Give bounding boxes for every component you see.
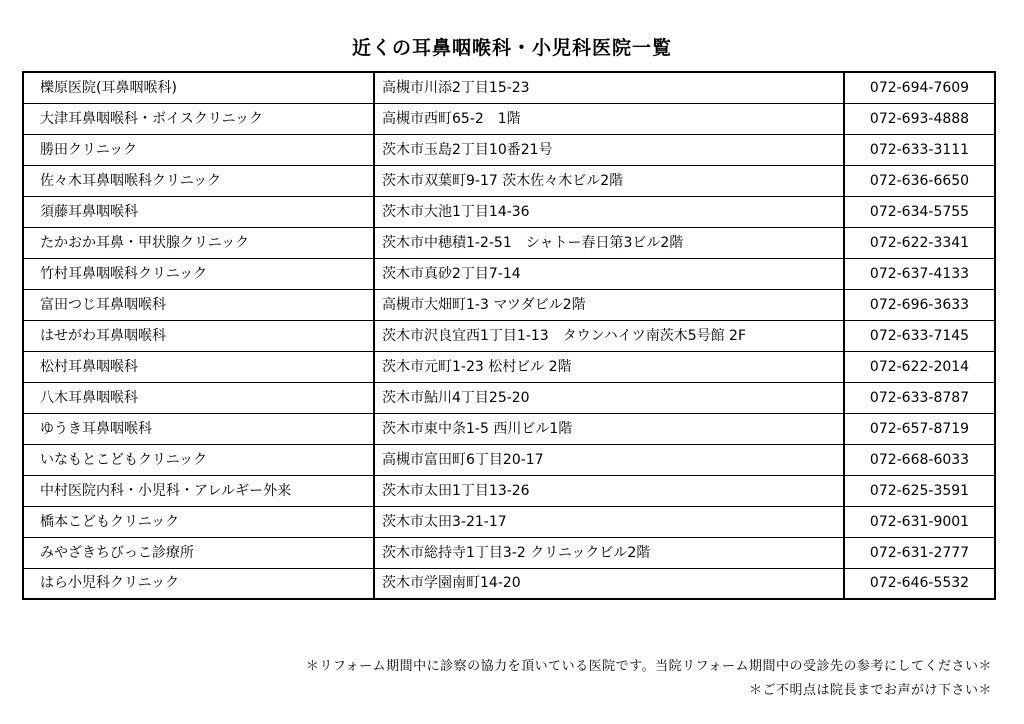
table-row <box>23 103 995 134</box>
clinic-phone-cell: 072-693-4888 <box>844 103 995 134</box>
clinic-address-cell: 茨木市大池1丁目14-36 <box>374 196 844 227</box>
clinic-phone-cell: 072-633-8787 <box>844 382 995 413</box>
clinic-phone-cell: 072-625-3591 <box>844 475 995 506</box>
clinic-phone-cell: 072-631-9001 <box>844 506 995 537</box>
clinic-address-cell: 高槻市川添2丁目15-23 <box>374 72 844 103</box>
note-contact: ＊ご不明点は院長までお声がけ下さい＊ <box>748 683 992 698</box>
table-row <box>23 134 995 165</box>
clinic-phone-cell: 072-657-8719 <box>844 413 995 444</box>
table-row <box>23 320 995 351</box>
clinic-phone-cell: 072-694-7609 <box>844 72 995 103</box>
clinic-name-cell: 勝田クリニック <box>23 134 374 165</box>
clinic-address-cell: 茨木市学園南町14-20 <box>374 568 844 599</box>
clinic-name-cell: 中村医院内科・小児科・アレルギー外来 <box>23 475 374 506</box>
clinic-phone-cell: 072-637-4133 <box>844 258 995 289</box>
clinic-address-cell: 茨木市双葉町9-17 茨木佐々木ビル2階 <box>374 165 844 196</box>
table-row <box>23 506 995 537</box>
table-row <box>23 413 995 444</box>
clinic-name-cell: ゆうき耳鼻咽喉科 <box>23 413 374 444</box>
table-row <box>23 382 995 413</box>
clinic-address-cell: 茨木市東中条1-5 西川ビル1階 <box>374 413 844 444</box>
table-row <box>23 165 995 196</box>
table-row <box>23 289 995 320</box>
table-row <box>23 568 995 599</box>
clinic-name-cell: みやざきちびっこ診療所 <box>23 537 374 568</box>
clinic-name-cell: はせがわ耳鼻咽喉科 <box>23 320 374 351</box>
clinic-name-cell: 大津耳鼻咽喉科・ボイスクリニック <box>23 103 374 134</box>
clinic-address-cell: 茨木市真砂2丁目7-14 <box>374 258 844 289</box>
clinic-phone-cell: 072-622-2014 <box>844 351 995 382</box>
clinic-address-cell: 茨木市太田1丁目13-26 <box>374 475 844 506</box>
clinic-address-cell: 茨木市元町1-23 松村ビル 2階 <box>374 351 844 382</box>
table-row <box>23 537 995 568</box>
clinic-address-cell: 高槻市富田町6丁目20-17 <box>374 444 844 475</box>
clinic-address-cell: 茨木市玉島2丁目10番21号 <box>374 134 844 165</box>
clinic-table <box>22 71 996 600</box>
clinic-phone-cell: 072-633-3111 <box>844 134 995 165</box>
clinic-address-cell: 茨木市中穂積1-2-51 シャトー春日第3ビル2階 <box>374 227 844 258</box>
clinic-name-cell: 櫟原医院(耳鼻咽喉科) <box>23 72 374 103</box>
clinic-name-cell: 富田つじ耳鼻咽喉科 <box>23 289 374 320</box>
clinic-name-cell: 竹村耳鼻咽喉科クリニック <box>23 258 374 289</box>
clinic-phone-cell: 072-636-6650 <box>844 165 995 196</box>
clinic-phone-cell: 072-696-3633 <box>844 289 995 320</box>
clinic-address-cell: 高槻市大畑町1-3 マツダビル2階 <box>374 289 844 320</box>
clinic-address-cell: 茨木市太田3-21-17 <box>374 506 844 537</box>
clinic-address-cell: 高槻市西町65-2 1階 <box>374 103 844 134</box>
table-row <box>23 196 995 227</box>
page-title: 近くの耳鼻咽喉科・小児科医院一覧 <box>351 37 672 59</box>
clinic-address-cell: 茨木市鮎川4丁目25-20 <box>374 382 844 413</box>
clinic-address-cell: 茨木市沢良宜西1丁目1-13 タウンハイツ南茨木5号館 2F <box>374 320 844 351</box>
clinic-phone-cell: 072-668-6033 <box>844 444 995 475</box>
table-row <box>23 258 995 289</box>
clinic-name-cell: 須藤耳鼻咽喉科 <box>23 196 374 227</box>
clinic-table-body <box>23 72 995 599</box>
clinic-name-cell: 橋本こどもクリニック <box>23 506 374 537</box>
clinic-name-cell: 松村耳鼻咽喉科 <box>23 351 374 382</box>
table-row <box>23 227 995 258</box>
clinic-phone-cell: 072-633-7145 <box>844 320 995 351</box>
clinic-name-cell: 佐々木耳鼻咽喉科クリニック <box>23 165 374 196</box>
clinic-phone-cell: 072-634-5755 <box>844 196 995 227</box>
clinic-address-cell: 茨木市総持寺1丁目3-2 クリニックビル2階 <box>374 537 844 568</box>
clinic-name-cell: いなもとこどもクリニック <box>23 444 374 475</box>
table-row <box>23 351 995 382</box>
table-row <box>23 72 995 103</box>
clinic-phone-cell: 072-622-3341 <box>844 227 995 258</box>
clinic-name-cell: はら小児科クリニック <box>23 568 374 599</box>
table-row <box>23 475 995 506</box>
table-row <box>23 444 995 475</box>
clinic-name-cell: 八木耳鼻咽喉科 <box>23 382 374 413</box>
clinic-phone-cell: 072-631-2777 <box>844 537 995 568</box>
clinic-name-cell: たかおか耳鼻・甲状腺クリニック <box>23 227 374 258</box>
note-referral: ＊リフォーム期間中に診察の協力を頂いている医院です。当院リフォーム期間中の受診先の参考にしてください＊ <box>305 659 992 674</box>
clinic-phone-cell: 072-646-5532 <box>844 568 995 599</box>
